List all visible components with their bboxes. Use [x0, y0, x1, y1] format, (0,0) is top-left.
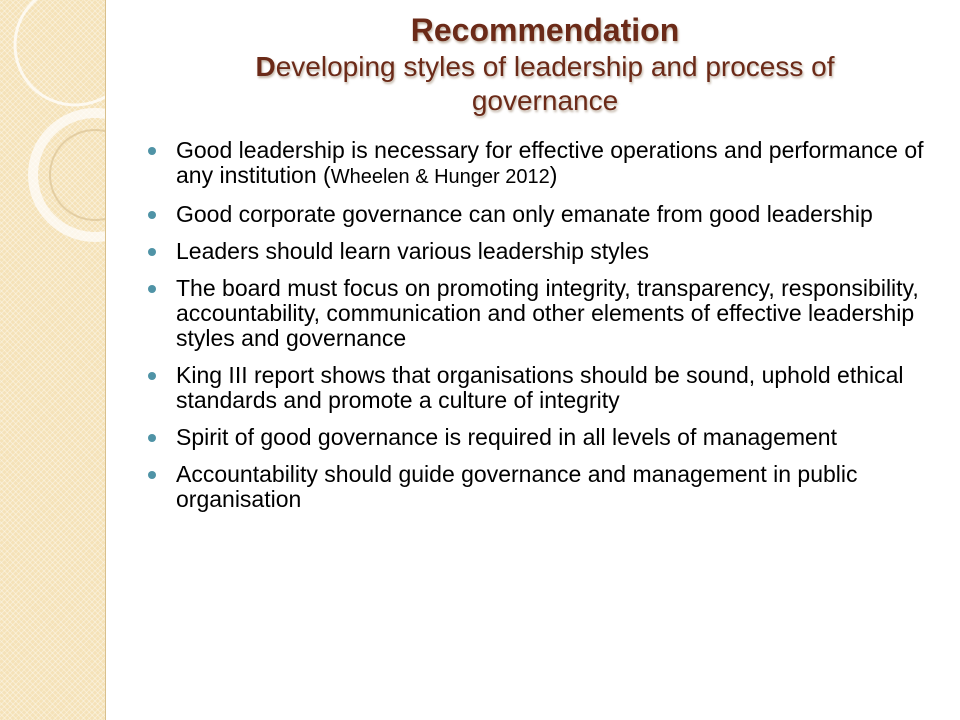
list-item: [146, 462, 936, 512]
bullet-text: Good leadership is necessary for effective operations and performance of any institution (: [176, 137, 924, 188]
list-item: [146, 363, 936, 413]
bullet-dot-icon: [148, 285, 156, 293]
bullet-dot-icon: [148, 372, 156, 380]
list-item: [146, 239, 936, 264]
bullet-text: Accountability should guide governance and management in public organisation: [176, 461, 858, 512]
list-item: [146, 276, 936, 351]
decorative-side-band: [0, 0, 106, 720]
slide-subtitle: [190, 50, 900, 118]
citation: Wheelen & Hunger 2012: [330, 166, 550, 188]
bullet-dot-icon: [148, 248, 156, 256]
bullet-dot-icon: [148, 434, 156, 442]
bullet-text: King III report shows that organisations should be sound, uphold ethical standards and promote a culture of integrity: [176, 362, 904, 413]
list-item: [146, 138, 936, 190]
bullet-text: Spirit of good governance is required in all levels of management: [176, 424, 837, 450]
bullet-dot-icon: [148, 471, 156, 479]
subtitle-text: eveloping styles of leadership and process of governance: [275, 51, 835, 116]
bullet-dot-icon: [148, 147, 156, 155]
bullet-dot-icon: [148, 211, 156, 219]
bullet-text: Leaders should learn various leadership styles: [176, 238, 650, 264]
slide-title-block: [190, 10, 900, 118]
bullet-list: [146, 138, 936, 524]
decorative-circles: [0, 0, 105, 720]
bullet-text: The board must focus on promoting integrity, transparency, responsibility, accountability, communication and other elements of effective leadership styles and governance: [176, 275, 919, 351]
subtitle-initial: D: [255, 51, 276, 82]
citation-close: ): [549, 162, 558, 188]
bullet-text: Good corporate governance can only emanate from good leadership: [176, 201, 873, 227]
list-item: [146, 202, 936, 227]
list-item: [146, 425, 936, 450]
slide-title: Recommendation: [410, 12, 680, 48]
